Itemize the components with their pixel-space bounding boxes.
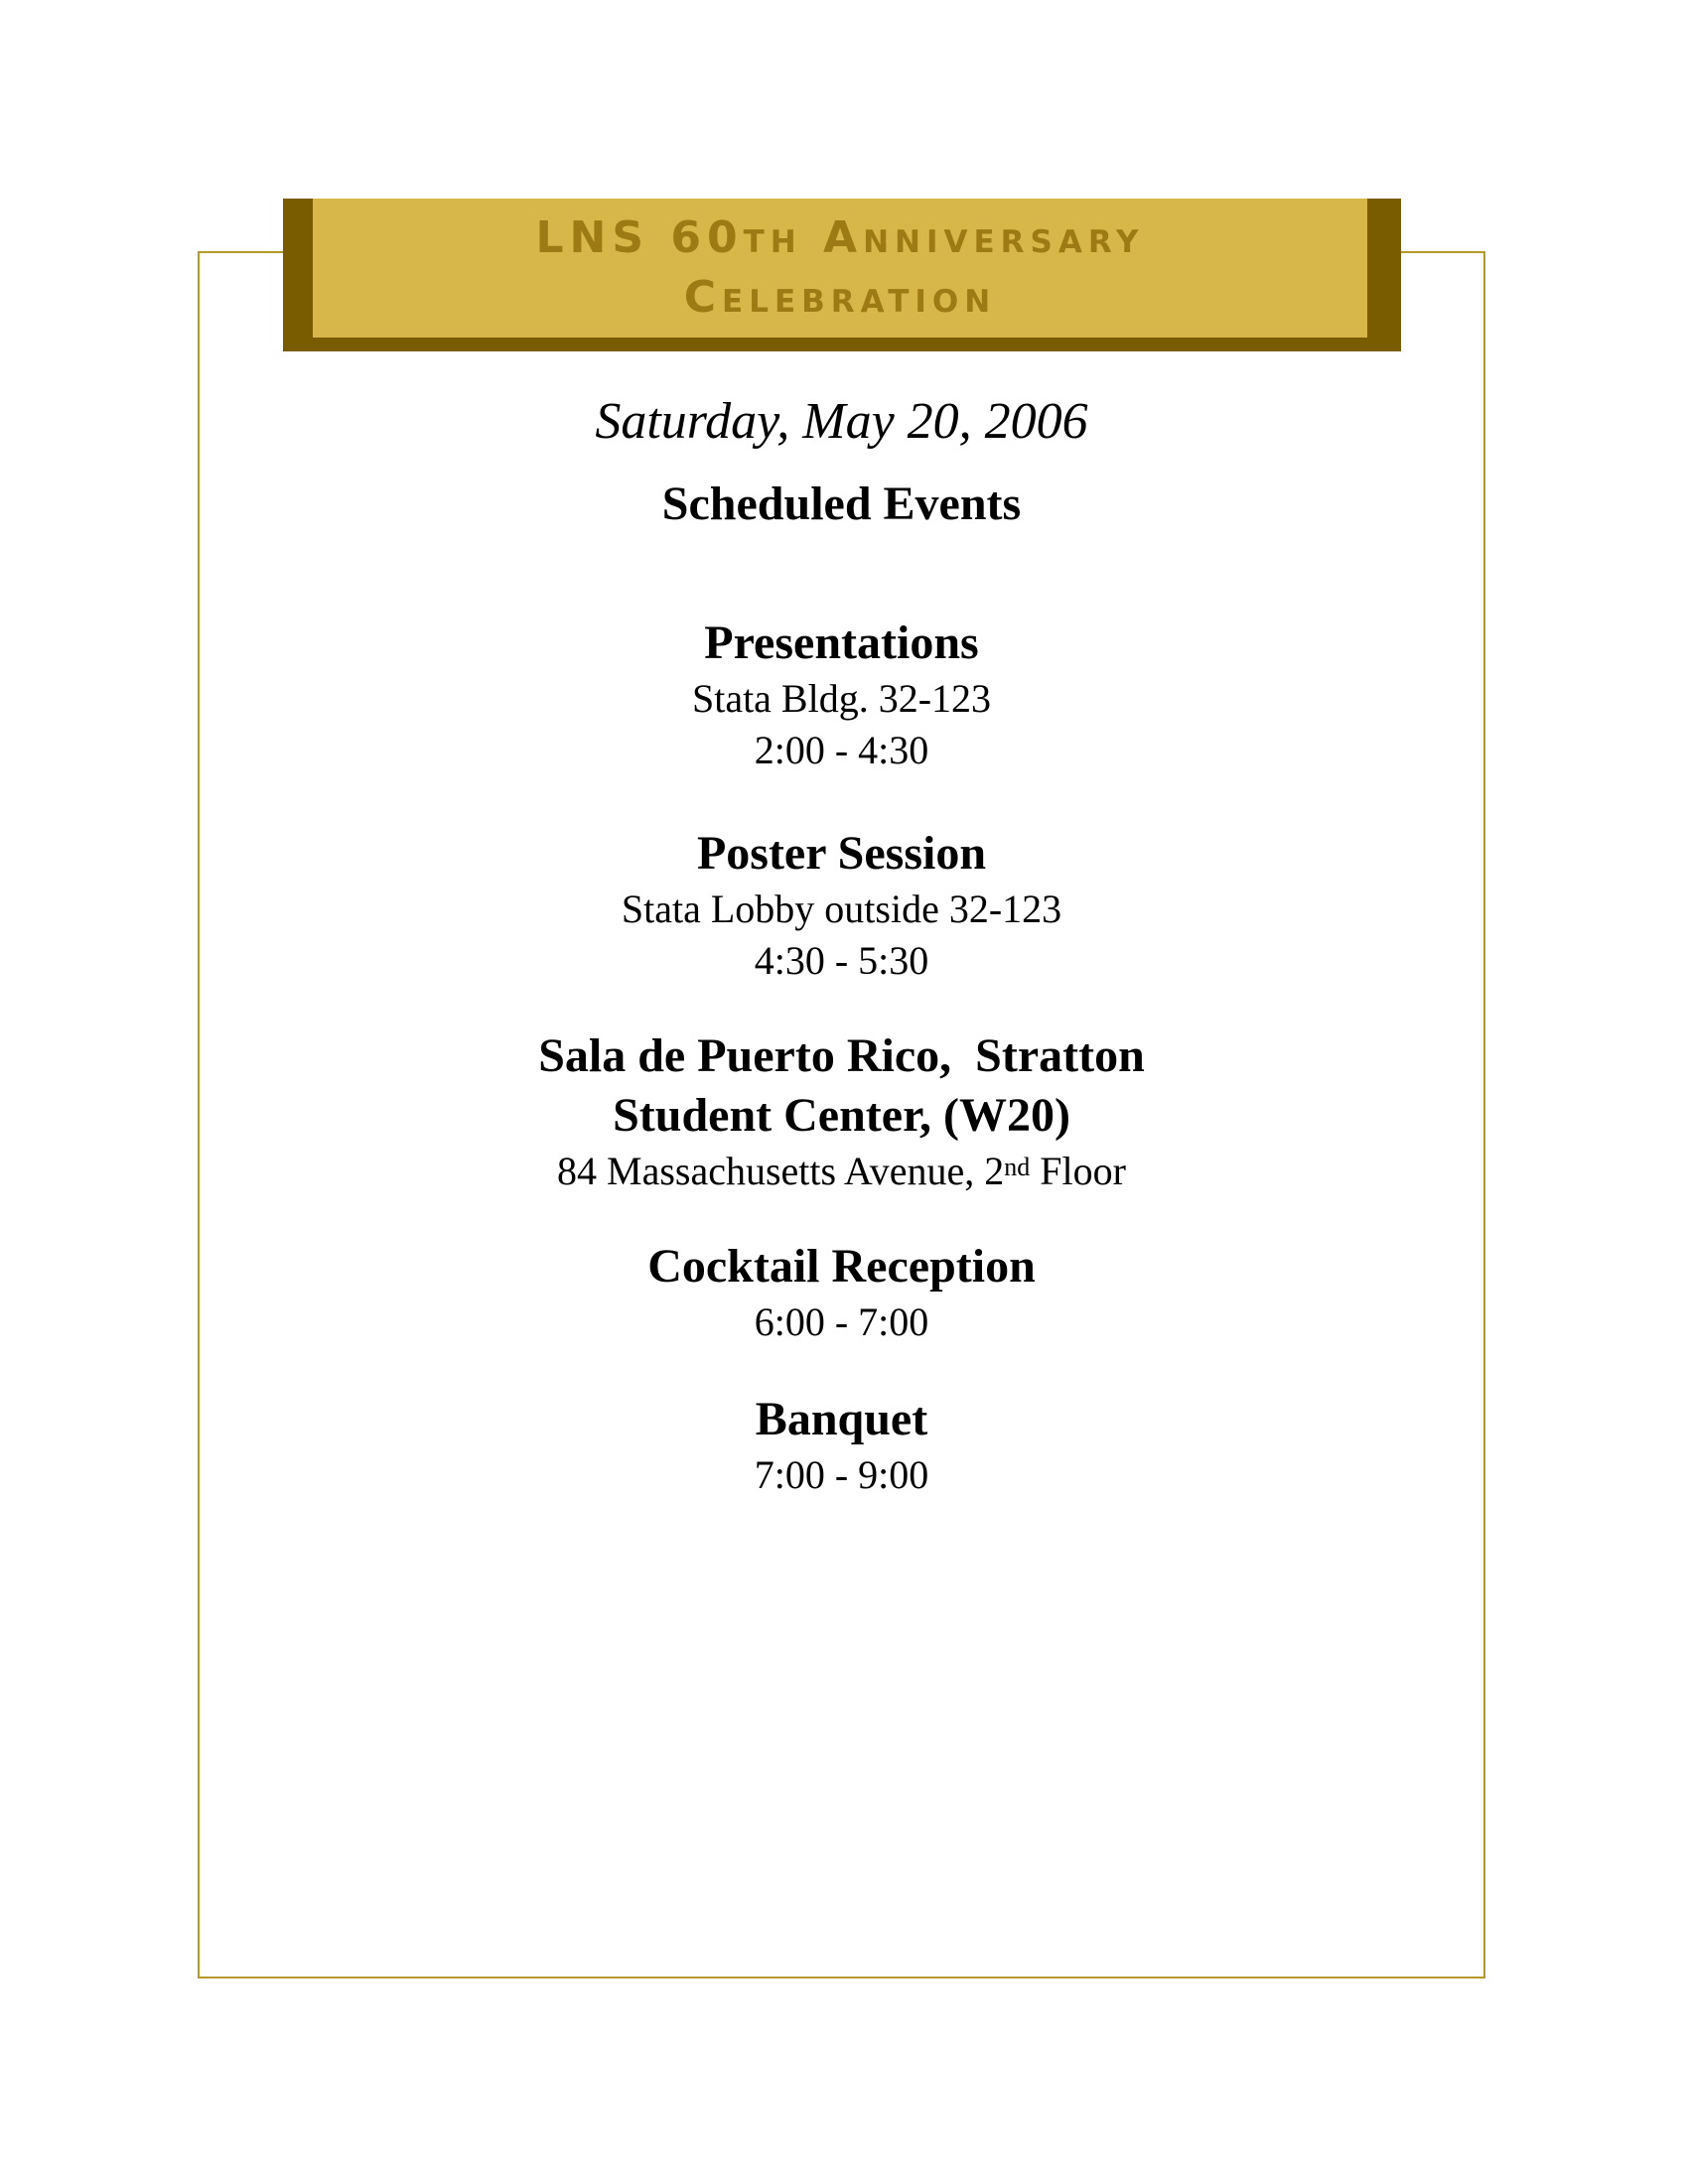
event-presentations [198,614,1485,776]
event-heading: Poster Session [696,827,987,880]
venue-name-line-2: Student Center, (W20) [613,1089,1070,1142]
event-time: 6:00 - 7:00 [754,1299,929,1344]
banner-title-line-2: Celebration [683,272,997,323]
venue [198,1026,1485,1197]
venue-address-suffix: Floor [1030,1149,1126,1193]
banner-title-line-1: LNS 60th Anniversary [535,212,1145,263]
event-time: 7:00 - 9:00 [754,1452,929,1497]
venue-address [198,1146,1485,1197]
event-poster-session [198,824,1485,987]
venue-name-line-1: Sala de Puerto Rico, Stratton [538,1029,1145,1082]
event-heading: Presentations [704,616,979,669]
banner [313,199,1367,338]
event-time: 2:00 - 4:30 [754,728,929,772]
event-location: Stata Bldg. 32-123 [691,676,992,721]
event-heading: Cocktail Reception [647,1240,1036,1293]
event-heading: Banquet [755,1393,928,1445]
venue-address-prefix: 84 Massachusetts Avenue, 2 [557,1149,1005,1193]
event-cocktail-reception [198,1237,1485,1348]
event-date: Saturday, May 20, 2006 [595,393,1088,450]
page-title: Scheduled Events [661,478,1022,530]
event-time: 4:30 - 5:30 [754,938,929,983]
event-banquet [198,1390,1485,1501]
venue-address-ordinal: nd [1004,1153,1031,1181]
event-location: Stata Lobby outside 32-123 [621,887,1062,931]
